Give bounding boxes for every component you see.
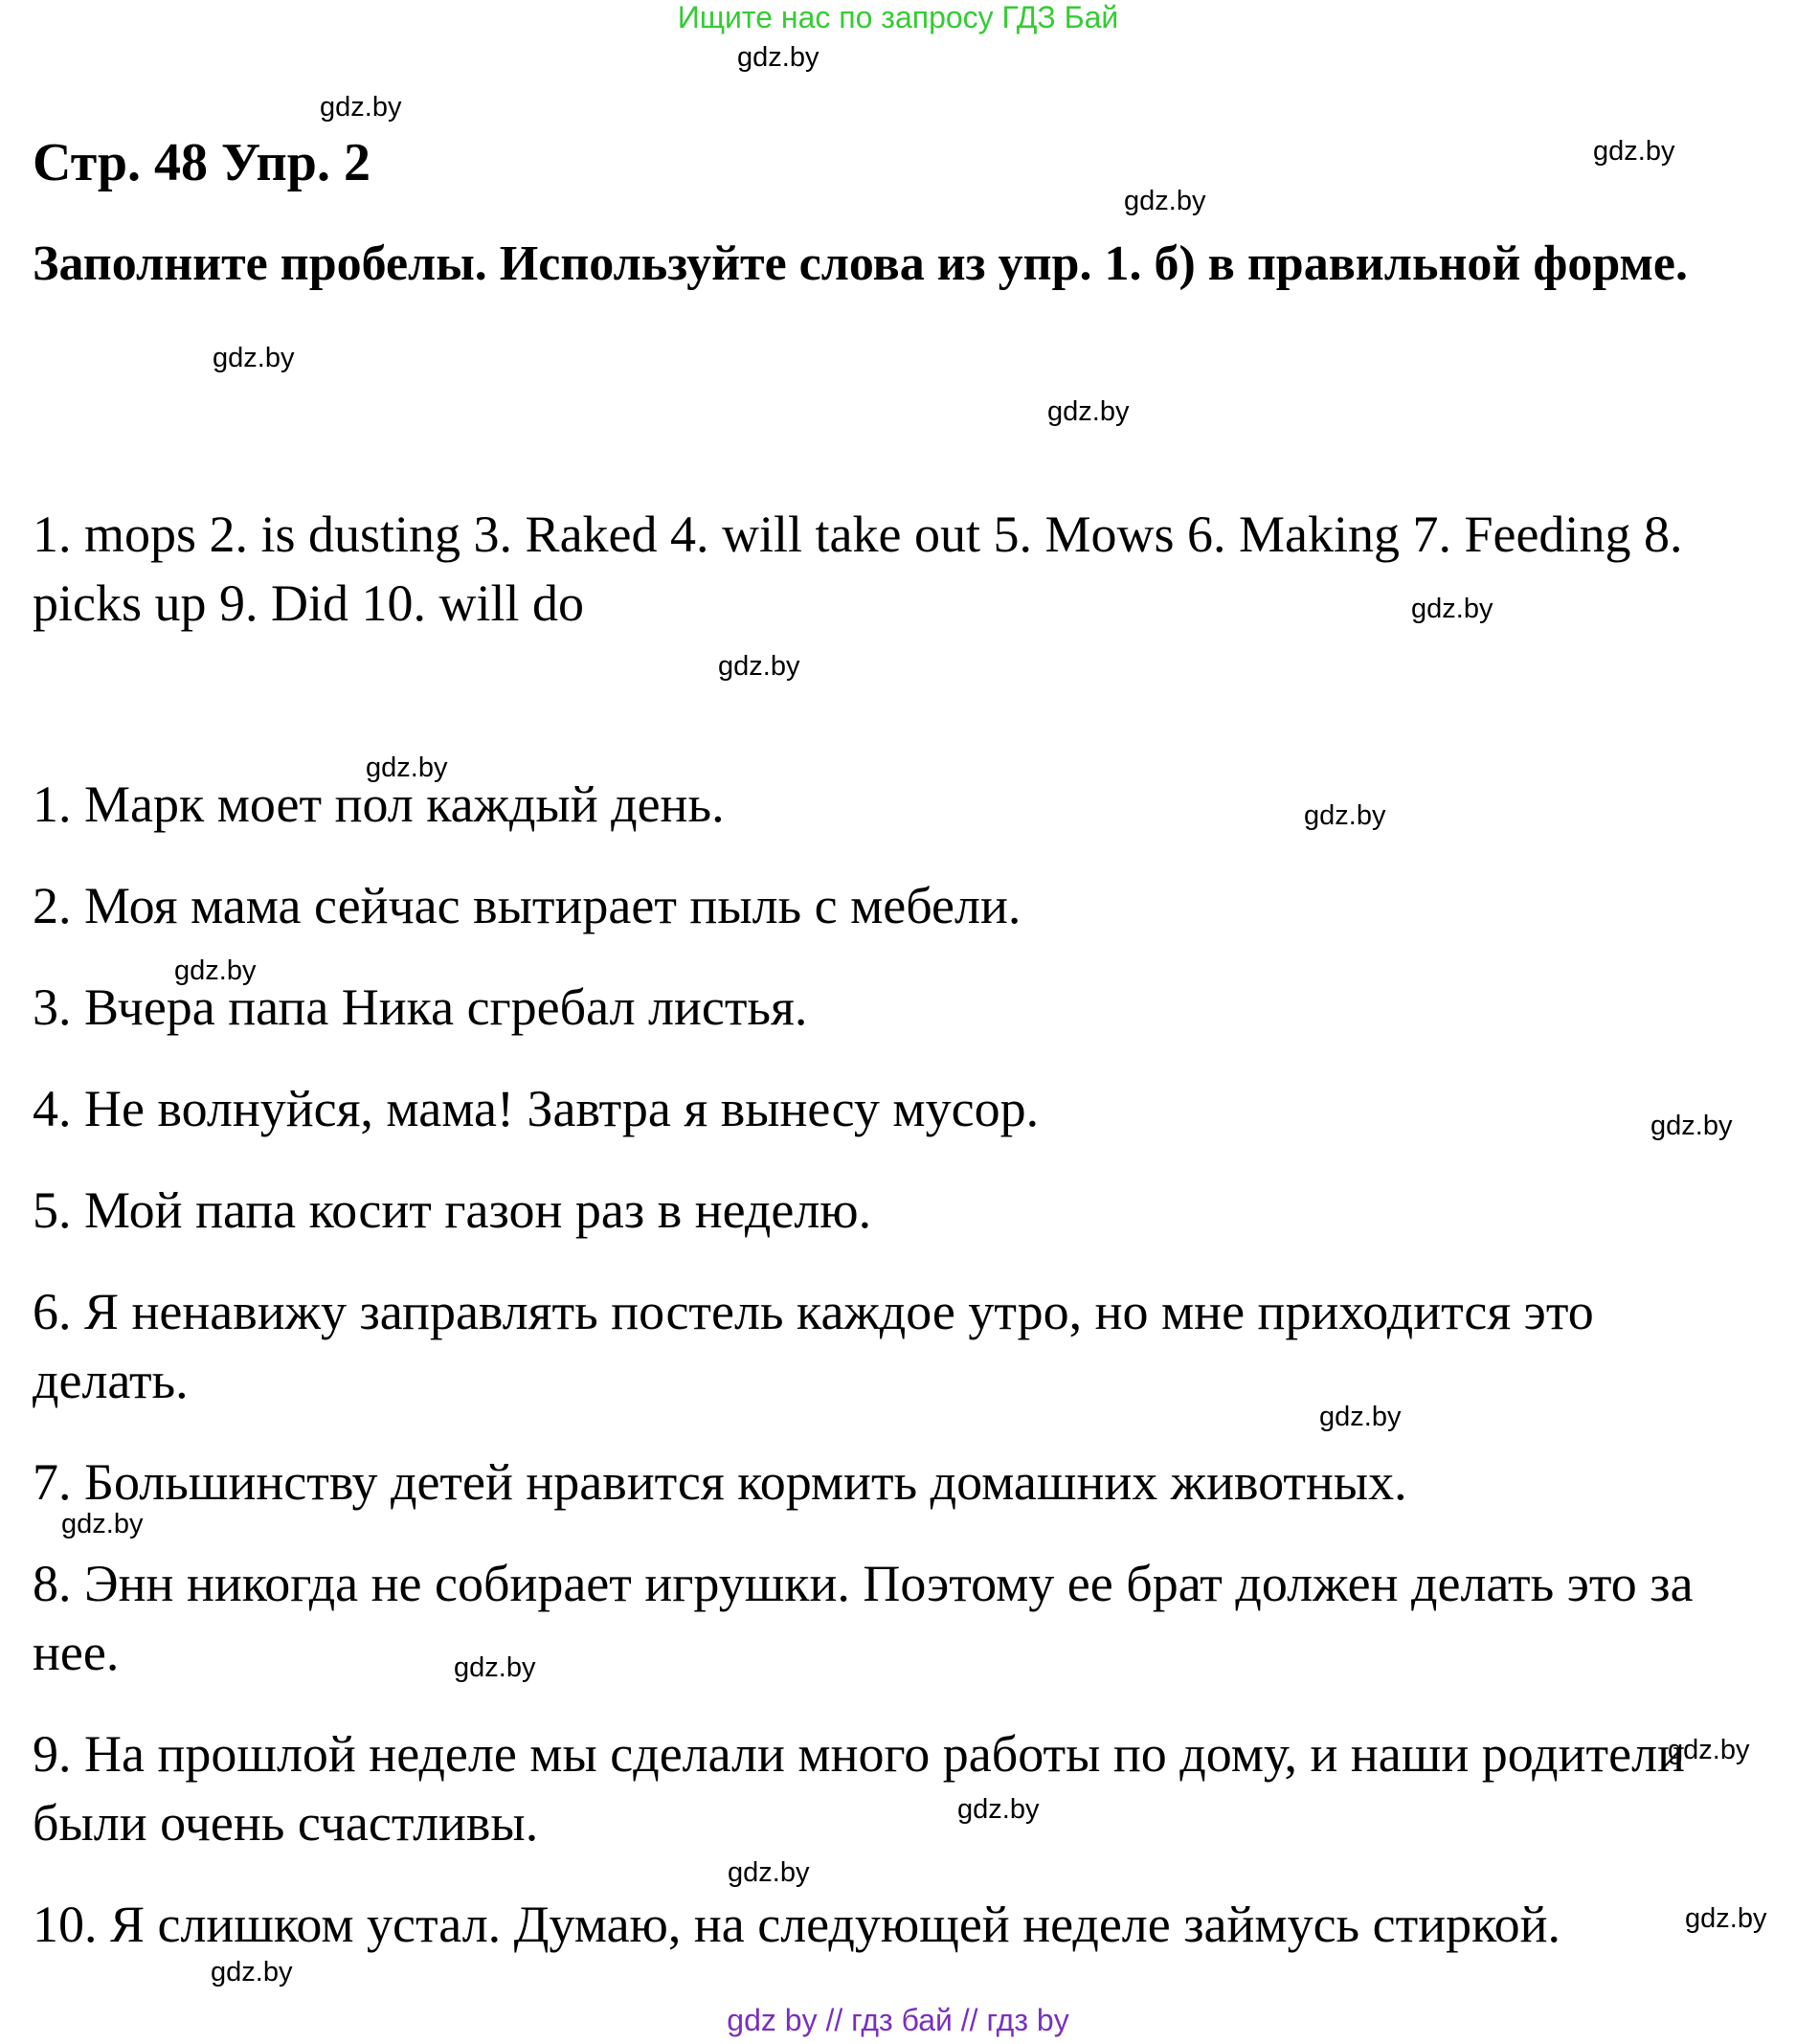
watermark: gdz.by [1411,594,1493,624]
translation-sentence: 10. Я слишком устал. Думаю, на следующей неделе займусь стиркой. [33,1896,1561,1953]
translation-sentence: 3. Вчера папа Ника сгребал листья. [33,978,808,1036]
translation-sentence: 8. Энн никогда не собирает игрушки. Поэтому ее брат должен делать это за нее. [33,1555,1694,1681]
translation-sentence: 4. Не волнуйся, мама! Завтра я вынесу мусор. [33,1080,1040,1137]
translation-sentence: 6. Я ненавижу заправлять постель каждое утро, но мне приходится это делать. [33,1283,1594,1409]
translation-sentence: 1. Марк моет пол каждый день. [33,775,725,833]
watermark: gdz.by [957,1794,1040,1825]
watermark: gdz.by [1047,396,1130,427]
watermark: gdz.by [211,1957,293,1988]
watermark: gdz.by [1319,1402,1402,1432]
watermark: gdz.by [718,651,800,682]
search-hint-link[interactable]: Ищите нас по запросу ГДЗ Бай [677,0,1119,34]
watermark: gdz.by [320,92,402,123]
answers-list: 1. mops 2. is dusting 3. Raked 4. will take out 5. Mows 6. Making 7. Feeding 8. picks up 9. Did 10. will do [33,505,1683,632]
watermark: gdz.by [728,1857,810,1888]
page-title: Стр. 48 Упр. 2 [33,133,370,192]
watermark: gdz.by [213,343,295,373]
watermark: gdz.by [1685,1903,1767,1934]
watermark: gdz.by [366,752,448,783]
translation-sentence: 9. На прошлой неделе мы сделали много работы по дому, и наши родители были очень счастливы. [33,1725,1685,1852]
translation-sentence: 2. Моя мама сейчас вытирает пыль с мебели. [33,877,1021,934]
translation-sentence: 7. Большинству детей нравится кормить домашних животных. [33,1453,1407,1511]
exercise-instruction: Заполните пробелы. Используйте слова из упр. 1. б) в правильной форме. [33,236,1688,291]
translation-sentence: 5. Мой папа косит газон раз в неделю. [33,1181,872,1239]
watermark: gdz.by [1650,1111,1733,1141]
watermark: gdz.by [174,955,257,986]
watermark: gdz.by [454,1652,536,1683]
watermark: gdz.by [1124,186,1206,216]
watermark: gdz.by [737,42,819,73]
watermark: gdz.by [61,1509,144,1539]
watermark: gdz.by [1668,1735,1750,1765]
watermark: gdz.by [1304,800,1386,831]
footer-links[interactable]: gdz by // гдз бай // гдз by [727,2003,1069,2037]
watermark: gdz.by [1593,136,1675,167]
